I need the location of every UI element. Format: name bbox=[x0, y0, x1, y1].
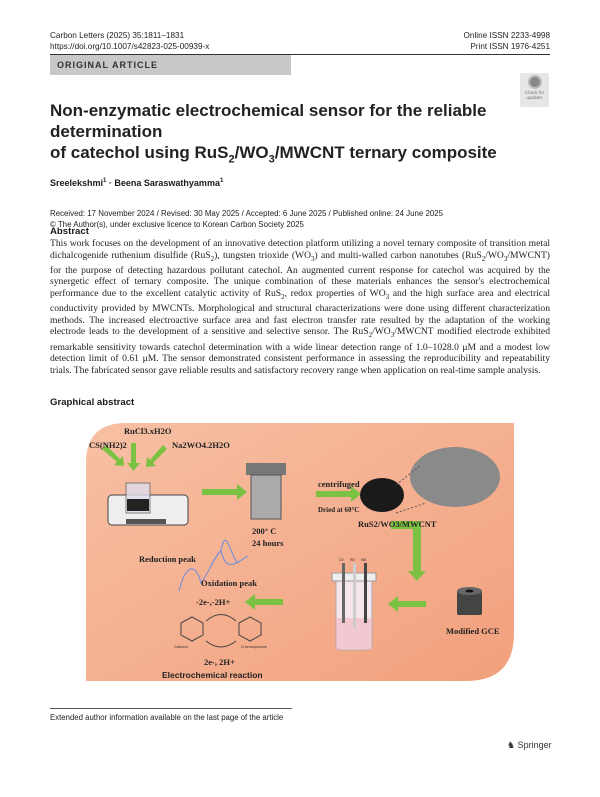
subscript: 3 bbox=[390, 331, 395, 340]
publication-history bbox=[50, 208, 443, 230]
article-type-banner: ORIGINAL ARTICLE bbox=[50, 55, 291, 75]
title-line-2 bbox=[50, 142, 550, 170]
reagent-label: RuCl3.xH2O bbox=[124, 426, 172, 436]
step-label: Dried at 60°C bbox=[318, 506, 360, 514]
doi-link[interactable]: https://doi.org/10.1007/s42823-025-00939-x bbox=[50, 42, 210, 51]
temperature-label: 200° C bbox=[252, 526, 277, 536]
electrochemical-cell bbox=[332, 563, 376, 650]
reagent-label: CS(NH2)2 bbox=[89, 440, 127, 450]
print-issn: Print ISSN 1976-4251 bbox=[470, 42, 550, 51]
title-part: /MWCNT ternary composite bbox=[274, 143, 497, 162]
author-name[interactable]: Sreelekshmi bbox=[50, 178, 104, 188]
publisher-logo bbox=[507, 740, 552, 751]
product-label: RuS2/WO3/MWCNT bbox=[358, 519, 437, 529]
abstract-segment: ) and multi-walled carbon nanotubes (RuS bbox=[314, 249, 482, 261]
caption-label: Electrochemical reaction bbox=[162, 670, 263, 680]
gce-electrode bbox=[457, 587, 482, 615]
electrode-label: CE bbox=[339, 558, 344, 562]
peak-label: Reduction peak bbox=[139, 554, 196, 564]
electrode-label: RE bbox=[350, 558, 355, 562]
subscript: 3 bbox=[503, 254, 508, 263]
subscript: 3 bbox=[385, 292, 390, 301]
copyright-line: © The Author(s), under exclusive licence to Korean Carbon Society 2025 bbox=[50, 220, 304, 229]
step-label: centrifuged bbox=[318, 479, 360, 489]
abstract-segment: /WO bbox=[372, 326, 391, 338]
gce-label: Modified GCE bbox=[446, 626, 500, 636]
powder-image bbox=[360, 478, 404, 512]
subscript: 2 bbox=[368, 331, 373, 340]
issn-block bbox=[464, 30, 550, 52]
affiliation-mark: 1 bbox=[219, 178, 224, 184]
title-sub: 3 bbox=[268, 153, 275, 166]
subscript: 2 bbox=[281, 292, 285, 301]
online-issn: Online ISSN 2233-4998 bbox=[463, 31, 550, 40]
footnote: Extended author information available on the last page of the article bbox=[50, 713, 284, 722]
abstract-segment: /WO bbox=[485, 249, 504, 261]
reaction-label: -2e-,-2H+ bbox=[196, 597, 231, 607]
title-line-1: Non-enzymatic electrochemical sensor for the reliable determination bbox=[50, 101, 487, 141]
reagent-label: Na2WO4.2H2O bbox=[172, 440, 230, 450]
publisher-name: Springer bbox=[517, 740, 552, 750]
title-part: /WO bbox=[234, 143, 269, 162]
article-title bbox=[50, 100, 550, 170]
abstract-heading: Abstract bbox=[50, 226, 89, 237]
journal-name: Carbon Letters (2025) 35:1811–1831 bbox=[50, 31, 185, 40]
time-label: 24 hours bbox=[252, 538, 284, 548]
subscript: 3 bbox=[311, 254, 315, 263]
dates-line: Received: 17 November 2024 / Revised: 30 May 2025 / Accepted: 6 June 2025 / Published online: 24 June 2025 bbox=[50, 209, 444, 218]
abstract-text bbox=[50, 238, 550, 376]
title-part: of catechol using RuS bbox=[50, 143, 229, 162]
journal-citation bbox=[50, 30, 209, 52]
abstract-segment: /MWCNT) for the purpose of detecting hazardous pollutant catechol. An augmented current response for catechol was acquired by the synergetic effect of ternary composite. The unique combination of these materials enhances the sensor's electrochemical performance due to the excellent catalytic activity of RuS bbox=[50, 249, 550, 299]
subscript: 2 bbox=[210, 254, 215, 263]
subscript: 2 bbox=[481, 254, 486, 263]
peak-label: Oxidation peak bbox=[201, 578, 257, 588]
title-sub: 2 bbox=[228, 153, 235, 166]
sem-image bbox=[410, 447, 500, 507]
abstract-segment: This work focuses on the development of an innovative detection platform utilizing a novel ternary composite of transition metal dichalcogenide ruthenium disulfide (RuS bbox=[50, 238, 550, 261]
abstract-segment: /MWCNT modified electrode exhibited remarkable sensitivity towards catechol determination with a wide linear detection range of 1.0–1028.0 μM and a modest low detection limit of 0.61 μM. The sensor demonstrated consistent performance in assessing the reproducibility and repeatability trials. The fabricated sensor gave reliable results and satisfactory recovery range when application on real-time sample analysis. bbox=[50, 326, 550, 376]
autoclave bbox=[246, 463, 286, 519]
springer-horse-icon: ♞ bbox=[507, 740, 518, 750]
graphical-abstract-heading: Graphical abstract bbox=[50, 397, 135, 408]
abstract-segment: and the high surface area and electrical conductivity provided by MWCNTs. Morphological and structural characterizations were done using different characterization methods. The increased electroactive surface area and fast electron transfer rate resulted by the adaptation of the working electrode leads to the development of a sensitive and selective sensor. The RuS bbox=[50, 287, 550, 338]
reaction-label: 2e-, 2H+ bbox=[204, 657, 235, 667]
footnote-rule bbox=[50, 708, 292, 709]
author-list bbox=[50, 178, 223, 188]
abstract-segment: , redox properties of WO bbox=[284, 287, 386, 299]
abstract-segment: ), tungsten trioxide (WO bbox=[214, 249, 312, 261]
electrode-label: WE bbox=[361, 558, 367, 562]
molecule-label: O-benzoquinone bbox=[241, 645, 267, 649]
author-name[interactable]: Beena Saraswathyamma bbox=[114, 178, 220, 188]
author-separator: · bbox=[106, 178, 115, 188]
affiliation-mark: 1 bbox=[103, 178, 107, 184]
check-updates-label: Check for updates bbox=[524, 90, 545, 100]
molecule-label: Catechol bbox=[174, 645, 188, 649]
bookmark-icon bbox=[528, 75, 542, 89]
graphical-abstract-figure bbox=[86, 423, 514, 681]
